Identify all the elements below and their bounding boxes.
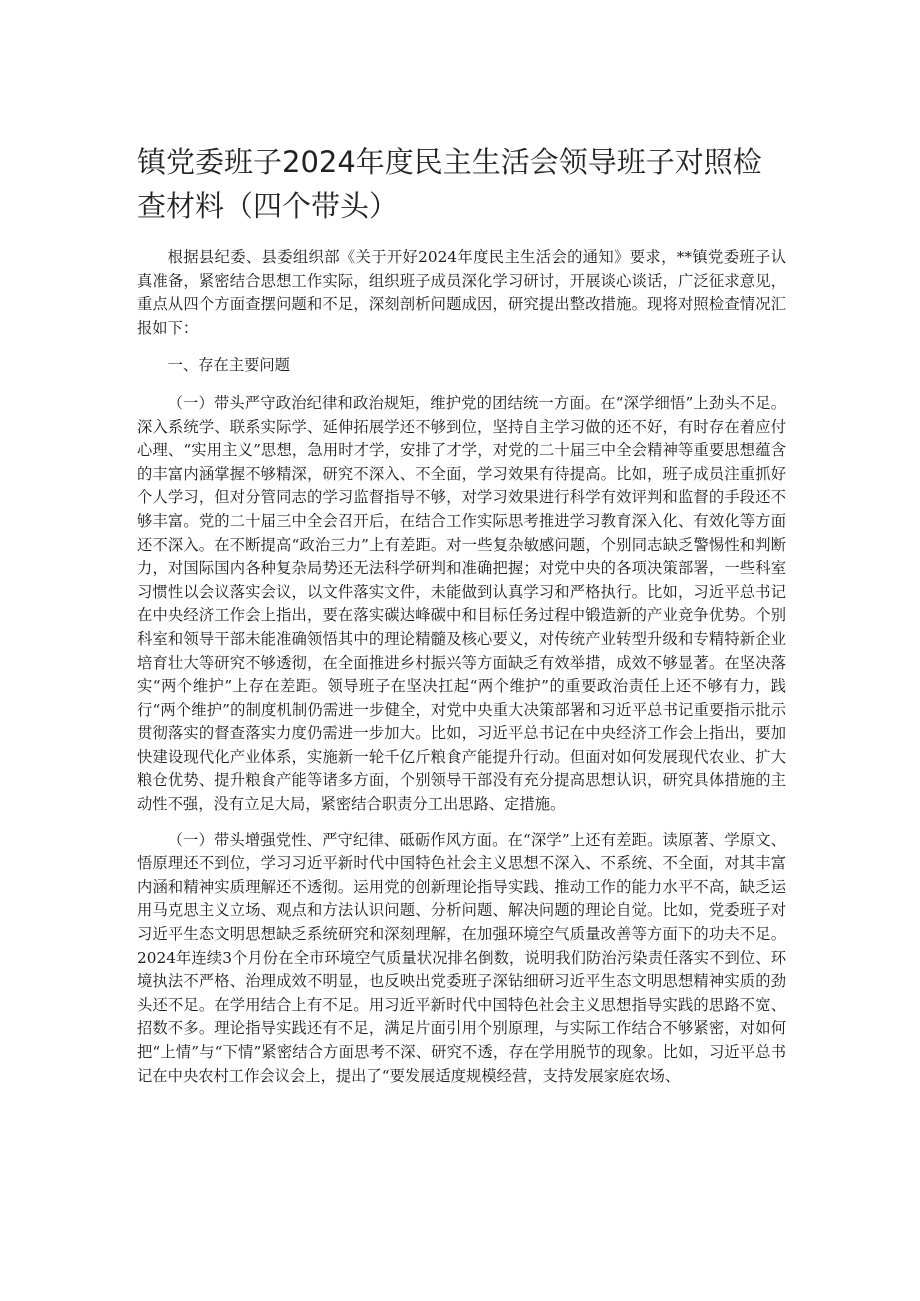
intro-paragraph: 根据县纪委、县委组织部《关于开好2024年度民主生活会的通知》要求，**镇党委班子认真准备，紧密结合思想工作实际，组织班子成员深化学习研讨，开展谈心谈话，广泛征求意见，重点从四个方面查摆问题和不足，深刻剖析问题成因，研究提出整改措施。现将对照检查情况汇报如下： — [137, 248, 786, 337]
section-heading: 一、存在主要问题 — [167, 356, 290, 375]
body-paragraph-2: （一）带头增强党性、严守纪律、砥砺作风方面。在“深学”上还有差距。读原著、学原文、悟原理还不到位，学习习近平新时代中国特色社会主义思想不深入、不系统、不全面，对其丰富内涵和精神实质理解还不透彻。运用党的创新理论指导实践、推动工作的能力水平不高，缺乏运用马克思主义立场、观点和方法认识问题、分析问题、解决问题的理论自觉。比如，党委班子对习近平生态文明思想缺乏系统研究和深刻理解，在加强环境空气质量改善等方面下的功夫不足。2024年连续3个月份在全市环境空气质量状况排名倒数，说明我们防治污染责任落实不到位、环境执法不严格、治理成效不明显，也反映出党委班子深钻细研习近平生态文明思想精神实质的劲头还不足。在学用结合上有不足。用习近平新时代中国特色社会主义思想指导实践的思路不宽、招数不多。理论指导实践还有不足，满足片面引用个别原理，与实际工作结合不够紧密，对如何把“上情”与“下情”紧密结合方面思考不深、研究不透，存在学用脱节的现象。比如，习近平总书记在中央农村工作会议会上，提出了“要发展适度规模经营，支持发展家庭农场、 — [137, 830, 786, 1085]
document-title: 镇党委班子2024年度民主生活会领导班子对照检查材料（四个带头） — [137, 145, 762, 223]
body-paragraph-1: （一）带头严守政治纪律和政治规矩，维护党的团结统一方面。在“深学细悟”上劲头不足。深入系统学、联系实际学、延伸拓展学还不够到位，坚持自主学习做的还不好，有时存在着应付心理、“实用主义”思想，急用时才学，安排了才学，对党的二十届三中全会精神等重要思想蕴含的丰富内涵掌握不够精深，研究不深入、不全面，学习效果有待提高。比如，班子成员注重抓好个人学习，但对分管同志的学习监督指导不够，对学习效果进行科学有效评判和监督的手段还不够丰富。党的二十届三中全会召开后，在结合工作实际思考推进学习教育深入化、有效化等方面还不深入。在不断提高“政治三力”上有差距。对一些复杂敏感问题，个别同志缺乏警惕性和判断力，对国际国内各种复杂局势还无法科学研判和准确把握；对党中央的各项决策部署，一些科室习惯性以会议落实会议，以文件落实文件，未能做到认真学习和严格执行。比如，习近平总书记在中央经济工作会上指出，要在落实碳达峰碳中和目标任务过程中锻造新的产业竞争优势。个别科室和领导干部未能准确领悟其中的理论精髓及核心要义，对传统产业转型升级和专精特新企业培育壮大等研究不够透彻，在全面推进乡村振兴等方面缺乏有效举措，成效不够显著。在坚决落实“两个维护”上存在差距。领导班子在坚决扛起“两个维护”的重要政治责任上还不够有力，践行“两个维护”的制度机制仍需进一步健全，对党中央重大决策部署和习近平总书记重要指示批示贯彻落实的督查落实力度仍需进一步加大。比如，习近平总书记在中央经济工作会上指出，要加快建设现代化产业体系，实施新一轮千亿斤粮食产能提升行动。但面对如何发展现代农业、扩大粮仓优势、提升粮食产能等诸多方面，个别领导干部没有充分提高思想认识，研究具体措施的主动性不强，没有立足大局，紧密结合职责分工出思路、定措施。 — [137, 393, 786, 814]
